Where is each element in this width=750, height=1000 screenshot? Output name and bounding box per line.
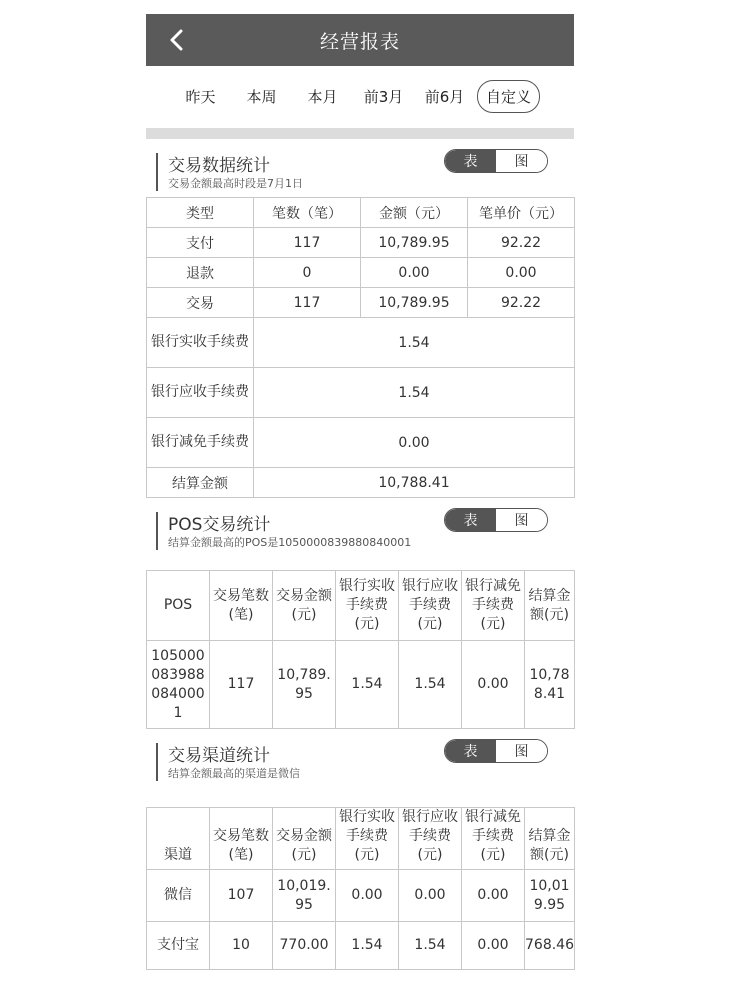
period-tabs [146, 66, 574, 126]
section-title: POS交易统计 [168, 515, 271, 535]
column-header: 银行减免手续费(元) [462, 571, 525, 641]
cell: 1.54 [336, 641, 399, 729]
cell: 1.54 [336, 922, 399, 970]
pos-stats-header [146, 498, 574, 570]
section-subtitle: 结算金额最高的渠道是微信 [168, 767, 300, 780]
cell: 770.00 [273, 922, 336, 970]
chart-view-button[interactable]: 图 [496, 509, 547, 531]
cell: 0.00 [462, 922, 525, 970]
table-view-button[interactable]: 表 [445, 150, 496, 172]
fee-row [147, 318, 575, 368]
column-header: 交易笔数(笔) [210, 571, 273, 641]
settlement-label: 结算金额 [147, 468, 254, 498]
cell: 0.00 [336, 870, 399, 922]
table-row [147, 922, 575, 970]
cell: 10,789.95 [273, 641, 336, 729]
cell: 117 [254, 288, 361, 318]
view-toggle [444, 149, 548, 173]
table-header-row [147, 571, 575, 641]
table-header-row [147, 808, 575, 870]
fee-value: 1.54 [254, 318, 575, 368]
fee-value: 0.00 [254, 418, 575, 468]
view-toggle [444, 739, 548, 763]
column-header: 渠道 [147, 808, 210, 870]
section-subtitle: 交易金额最高时段是7月1日 [168, 177, 303, 190]
cell: 支付宝 [147, 922, 210, 970]
settlement-row [147, 468, 575, 498]
page-title: 经营报表 [319, 30, 400, 53]
cell: 0.00 [361, 258, 468, 288]
column-header: 笔数（笔） [254, 198, 361, 228]
fee-row [147, 368, 575, 418]
cell: 117 [254, 228, 361, 258]
channel-stats-header [146, 729, 574, 807]
cell: 0.00 [399, 870, 462, 922]
section-divider [146, 128, 574, 139]
column-header: 结算金额(元) [525, 808, 575, 870]
cell: 92.22 [468, 288, 575, 318]
column-header: 金额（元） [361, 198, 468, 228]
table-row [147, 228, 575, 258]
cell: 1050000839880840001 [147, 641, 210, 729]
table-view-button[interactable]: 表 [445, 509, 496, 531]
cell: 10 [210, 922, 273, 970]
cell: 交易 [147, 288, 254, 318]
cell: 1.54 [399, 641, 462, 729]
cell: 10,019.95 [525, 870, 575, 922]
section-subtitle: 结算金额最高的POS是1050000839880840001 [168, 536, 412, 549]
cell: 微信 [147, 870, 210, 922]
section-title: 交易数据统计 [168, 156, 270, 176]
column-header: 交易金额(元) [273, 808, 336, 870]
fee-row [147, 418, 575, 468]
column-header: 银行应收手续费(元) [399, 808, 462, 870]
table-header-row [147, 198, 575, 228]
fee-label: 银行实收手续费 [147, 318, 254, 368]
cell: 107 [210, 870, 273, 922]
column-header: 类型 [147, 198, 254, 228]
column-header: 银行减免手续费(元) [462, 808, 525, 870]
pos-stats-table [146, 570, 575, 729]
cell: 1.54 [399, 922, 462, 970]
table-row [147, 870, 575, 922]
cell: 768.46 [525, 922, 575, 970]
cell: 92.22 [468, 228, 575, 258]
table-view-button[interactable]: 表 [445, 740, 496, 762]
column-header: 笔单价（元） [468, 198, 575, 228]
cell: 0.00 [462, 641, 525, 729]
column-header: 银行实收手续费(元) [336, 808, 399, 870]
column-header: 交易金额(元) [273, 571, 336, 641]
chart-view-button[interactable]: 图 [496, 150, 547, 172]
column-header: POS [147, 571, 210, 641]
tab-this-week[interactable]: 本周 [246, 87, 277, 106]
tab-yesterday[interactable]: 昨天 [185, 87, 216, 106]
section-accent-bar [156, 743, 158, 781]
cell: 10,019.95 [273, 870, 336, 922]
fee-label: 银行减免手续费 [147, 418, 254, 468]
table-row [147, 258, 575, 288]
trade-stats-table [146, 197, 575, 498]
fee-label: 银行应收手续费 [147, 368, 254, 418]
view-toggle [444, 508, 548, 532]
tab-custom[interactable]: 自定义 [477, 80, 540, 113]
section-accent-bar [156, 153, 158, 191]
cell: 0.00 [462, 870, 525, 922]
cell: 退款 [147, 258, 254, 288]
table-row [147, 288, 575, 318]
cell: 10,789.95 [361, 228, 468, 258]
section-accent-bar [156, 512, 158, 550]
fee-value: 1.54 [254, 368, 575, 418]
cell: 10,788.41 [525, 641, 575, 729]
chart-view-button[interactable]: 图 [496, 740, 547, 762]
tab-last-3-months[interactable]: 前3月 [363, 87, 404, 106]
column-header: 结算金额(元) [525, 571, 575, 641]
column-header: 银行实收手续费(元) [336, 571, 399, 641]
report-screen [146, 14, 574, 976]
tab-this-month[interactable]: 本月 [307, 87, 338, 106]
trade-stats-header [146, 139, 574, 197]
column-header: 交易笔数(笔) [210, 808, 273, 870]
channel-stats-table [146, 807, 575, 970]
settlement-value: 10,788.41 [254, 468, 575, 498]
cell: 117 [210, 641, 273, 729]
app-header [146, 14, 574, 66]
cell: 0.00 [468, 258, 575, 288]
back-icon[interactable] [164, 26, 192, 54]
cell: 支付 [147, 228, 254, 258]
table-row [147, 641, 575, 729]
cell: 10,789.95 [361, 288, 468, 318]
tab-last-6-months[interactable]: 前6月 [424, 87, 465, 106]
cell: 0 [254, 258, 361, 288]
section-title: 交易渠道统计 [168, 746, 270, 766]
column-header: 银行应收手续费(元) [399, 571, 462, 641]
